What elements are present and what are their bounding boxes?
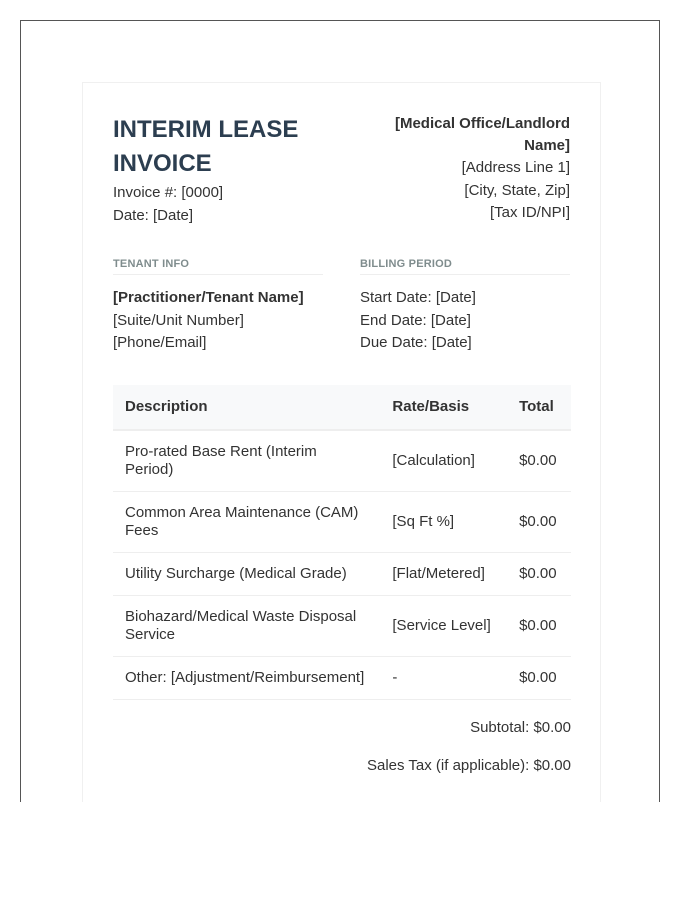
billing-section-label: BILLING PERIOD <box>360 257 570 275</box>
row-total: $0.00 <box>507 656 571 699</box>
tenant-section-label: TENANT INFO <box>113 257 323 275</box>
row-description: Utility Surcharge (Medical Grade) <box>113 552 380 595</box>
billing-period <box>360 257 570 355</box>
tenant-info <box>113 257 323 355</box>
row-total: $0.00 <box>507 595 571 656</box>
invoice-header <box>113 113 570 227</box>
info-row <box>113 257 570 355</box>
billing-due-date: Due Date: [Date] <box>360 334 472 351</box>
table-row <box>113 595 571 656</box>
billing-end-date: End Date: [Date] <box>360 311 471 329</box>
billing-start-date: Start Date: [Date] <box>360 289 476 306</box>
invoice-meta <box>113 113 333 227</box>
page-frame <box>20 20 660 802</box>
landlord-city-state-zip: [City, State, Zip] <box>464 181 570 199</box>
row-description: Other: [Adjustment/Reimbursement] <box>113 656 380 699</box>
row-rate: - <box>380 656 507 699</box>
row-rate: [Calculation] <box>380 430 507 492</box>
row-total: $0.00 <box>507 430 571 492</box>
row-description: Pro-rated Base Rent (Interim Period) <box>113 430 380 492</box>
landlord-block <box>360 113 570 225</box>
invoice-date: Date: [Date] <box>113 207 194 224</box>
invoice-number: Invoice #: [0000] <box>113 184 224 201</box>
totals-block <box>113 718 571 776</box>
subtotal: Subtotal: $0.00 <box>470 718 571 736</box>
row-rate: [Sq Ft %] <box>380 491 507 552</box>
line-items-table <box>113 385 571 700</box>
table-header-row <box>113 385 571 430</box>
invoice-title: INTERIM LEASE INVOICE <box>113 116 299 177</box>
landlord-name: [Medical Office/Landlord Name] <box>394 115 570 154</box>
tenant-name: [Practitioner/Tenant Name] <box>113 289 304 306</box>
landlord-address: [Address Line 1] <box>461 159 570 176</box>
header-total: Total <box>507 385 571 430</box>
table-row <box>113 552 571 595</box>
header-description: Description <box>113 385 380 430</box>
landlord-tax-id: [Tax ID/NPI] <box>489 204 570 221</box>
header-rate-basis: Rate/Basis <box>380 385 507 430</box>
invoice-sheet <box>82 82 601 802</box>
row-total: $0.00 <box>507 552 571 595</box>
table-row <box>113 491 571 552</box>
row-rate: [Flat/Metered] <box>380 552 507 595</box>
table-row <box>113 656 571 699</box>
row-description: Common Area Maintenance (CAM) Fees <box>113 491 380 552</box>
tenant-contact: [Phone/Email] <box>113 334 207 351</box>
sales-tax: Sales Tax (if applicable): $0.00 <box>366 756 571 774</box>
row-description: Biohazard/Medical Waste Disposal Service <box>113 595 380 656</box>
table-row <box>113 430 571 492</box>
row-total: $0.00 <box>507 491 571 552</box>
row-rate: [Service Level] <box>380 595 507 656</box>
tenant-suite: [Suite/Unit Number] <box>113 311 244 329</box>
